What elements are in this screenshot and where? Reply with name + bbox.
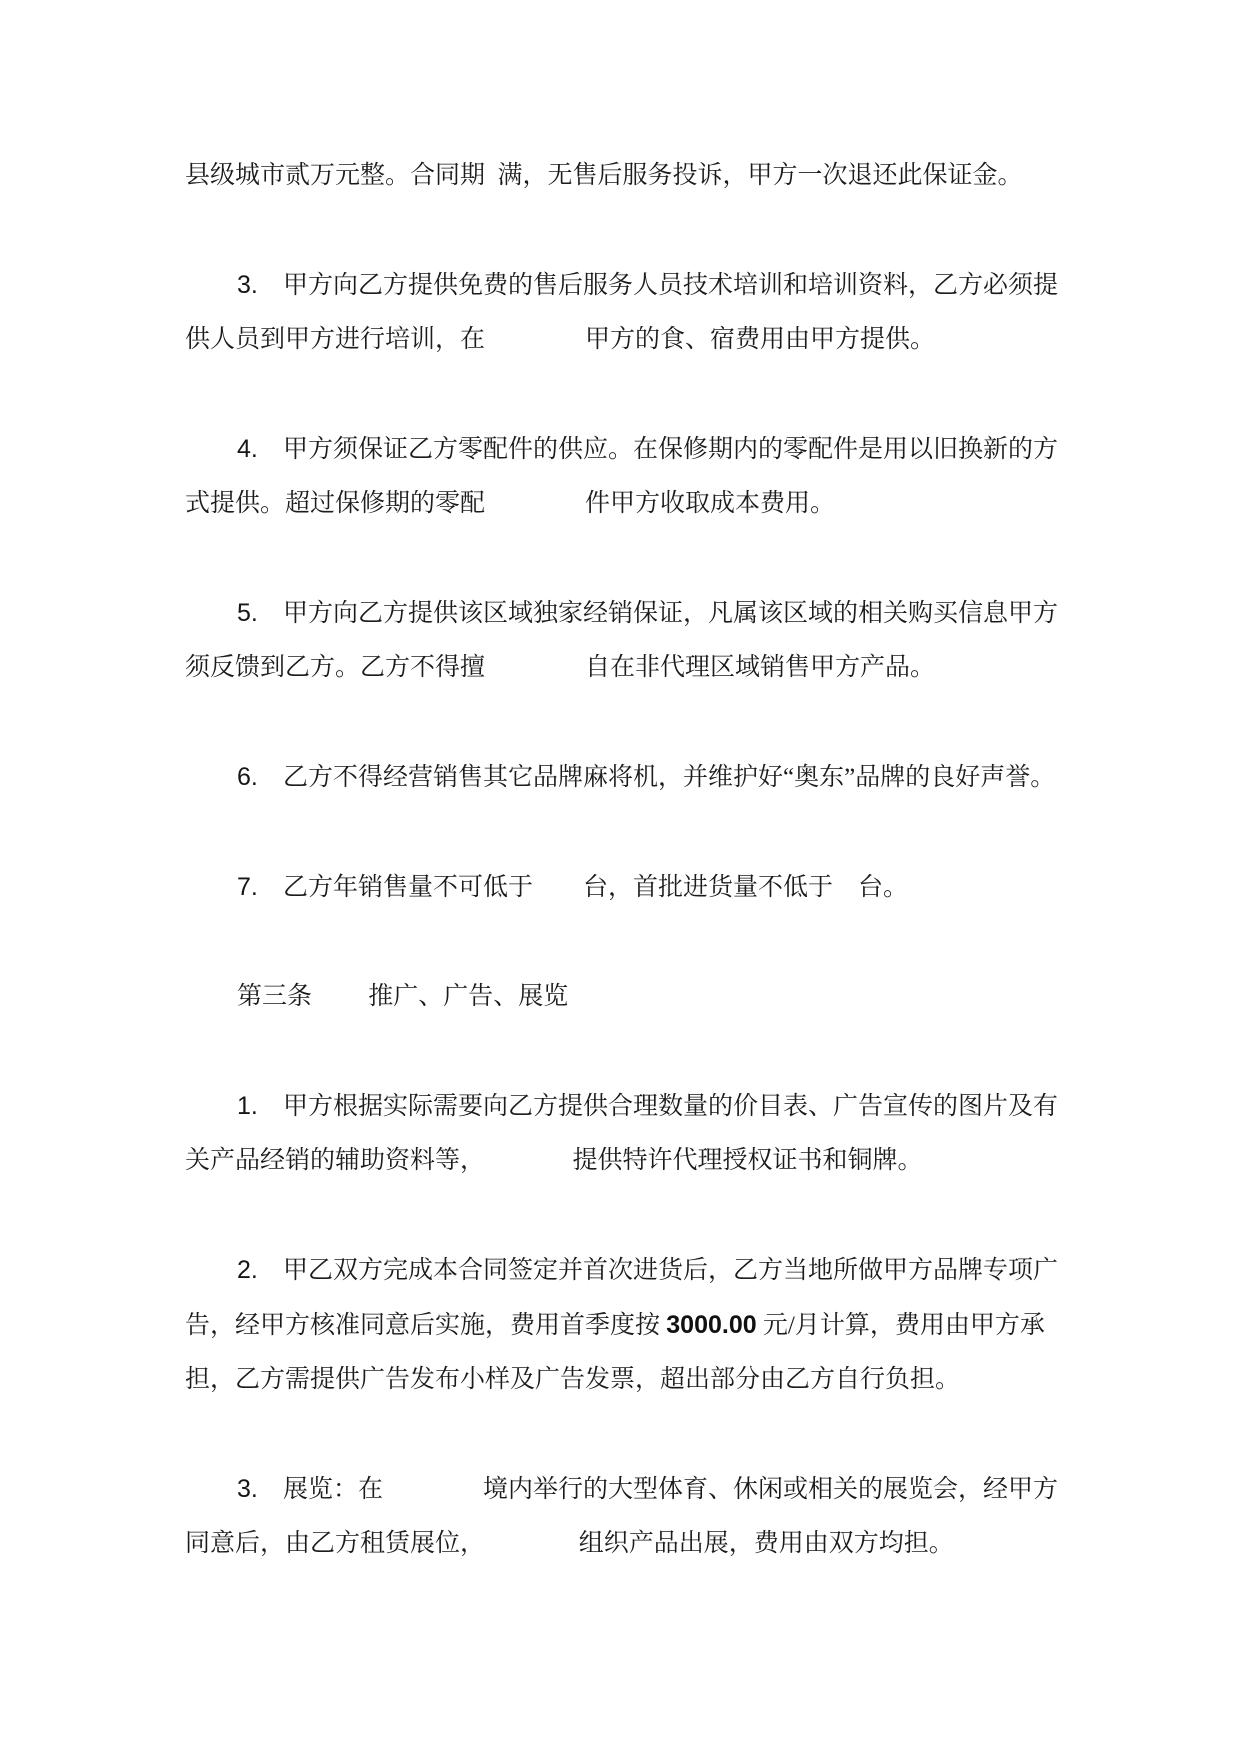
clause-item-1-promo-materials-cont: 关产品经销的辅助资料等， 提供特许代理授权证书和铜牌。 bbox=[185, 1147, 923, 1174]
clause-text: 乙方年销售量不可低于 台，首批进货量不低于 台。 bbox=[283, 874, 909, 901]
item-number: 3. bbox=[237, 1475, 258, 1503]
clause-item-4-spare-parts bbox=[185, 422, 1070, 477]
clause-item-5-exclusive-territory bbox=[185, 586, 1070, 641]
contract-line-deposit: 县级城市贰万元整。合同期 满，无售后服务投诉，甲方一次退还此保证金。 bbox=[185, 162, 1023, 189]
advertising-fee-amount: 3000.00 bbox=[666, 1311, 757, 1339]
item-number: 2. bbox=[237, 1256, 258, 1284]
item-number: 4. bbox=[237, 435, 258, 463]
clause-text: 甲方须保证乙方零配件的供应。在保修期内的零配件是用以旧换新的方 bbox=[283, 436, 1059, 463]
clause-item-2-advertising bbox=[185, 1243, 1070, 1298]
clause-item-3-exhibition-cont: 同意后，由乙方租赁展位， 组织产品出展，费用由双方均担。 bbox=[185, 1530, 954, 1557]
clause-text: 甲乙双方完成本合同签定并首次进货后，乙方当地所做甲方品牌专项广 bbox=[283, 1257, 1059, 1284]
clause-item-3-training bbox=[185, 258, 1070, 313]
clause-text: 甲方向乙方提供免费的售后服务人员技术培训和培训资料，乙方必须提 bbox=[283, 272, 1059, 299]
section-heading-article-3: 第三条 推广、广告、展览 bbox=[237, 983, 569, 1010]
clause-text: 甲方向乙方提供该区域独家经销保证，凡属该区域的相关购买信息甲方 bbox=[283, 600, 1059, 627]
clause-item-5-exclusive-territory-cont: 须反馈到乙方。乙方不得擅 自在非代理区域销售甲方产品。 bbox=[185, 654, 936, 681]
clause-text: 告，经甲方核准同意后实施，费用首季度按 bbox=[185, 1312, 667, 1339]
clause-item-6-brand-loyalty bbox=[185, 750, 1070, 805]
clause-text: 乙方不得经营销售其它品牌麻将机，并维护好“奥东”品牌的良好声誉。 bbox=[283, 764, 1056, 791]
item-number: 1. bbox=[237, 1092, 258, 1120]
item-number: 7. bbox=[237, 873, 258, 901]
clause-item-3-exhibition bbox=[185, 1462, 1070, 1517]
clause-item-7-sales-quota bbox=[185, 860, 1070, 915]
clause-text: 元/月计算，费用由甲方承 bbox=[756, 1312, 1045, 1339]
clause-text: 展览：在 境内举行的大型体育、休闲或相关的展览会，经甲方 bbox=[283, 1476, 1059, 1503]
clause-item-2-advertising-cont-fee bbox=[185, 1298, 1070, 1353]
contract-body bbox=[185, 149, 1070, 1571]
clause-item-4-spare-parts-cont: 式提供。超过保修期的零配 件甲方收取成本费用。 bbox=[185, 490, 836, 517]
clause-item-1-promo-materials bbox=[185, 1079, 1070, 1134]
item-number: 6. bbox=[237, 763, 258, 791]
clause-item-2-advertising-cont-end: 担，乙方需提供广告发布小样及广告发票，超出部分由乙方自行负担。 bbox=[185, 1366, 961, 1393]
clause-item-3-training-cont: 供人员到甲方进行培训，在 甲方的食、宿费用由甲方提供。 bbox=[185, 326, 936, 353]
item-number: 3. bbox=[237, 271, 258, 299]
clause-text: 甲方根据实际需要向乙方提供合理数量的价目表、广告宣传的图片及有 bbox=[283, 1093, 1059, 1120]
item-number: 5. bbox=[237, 599, 258, 627]
